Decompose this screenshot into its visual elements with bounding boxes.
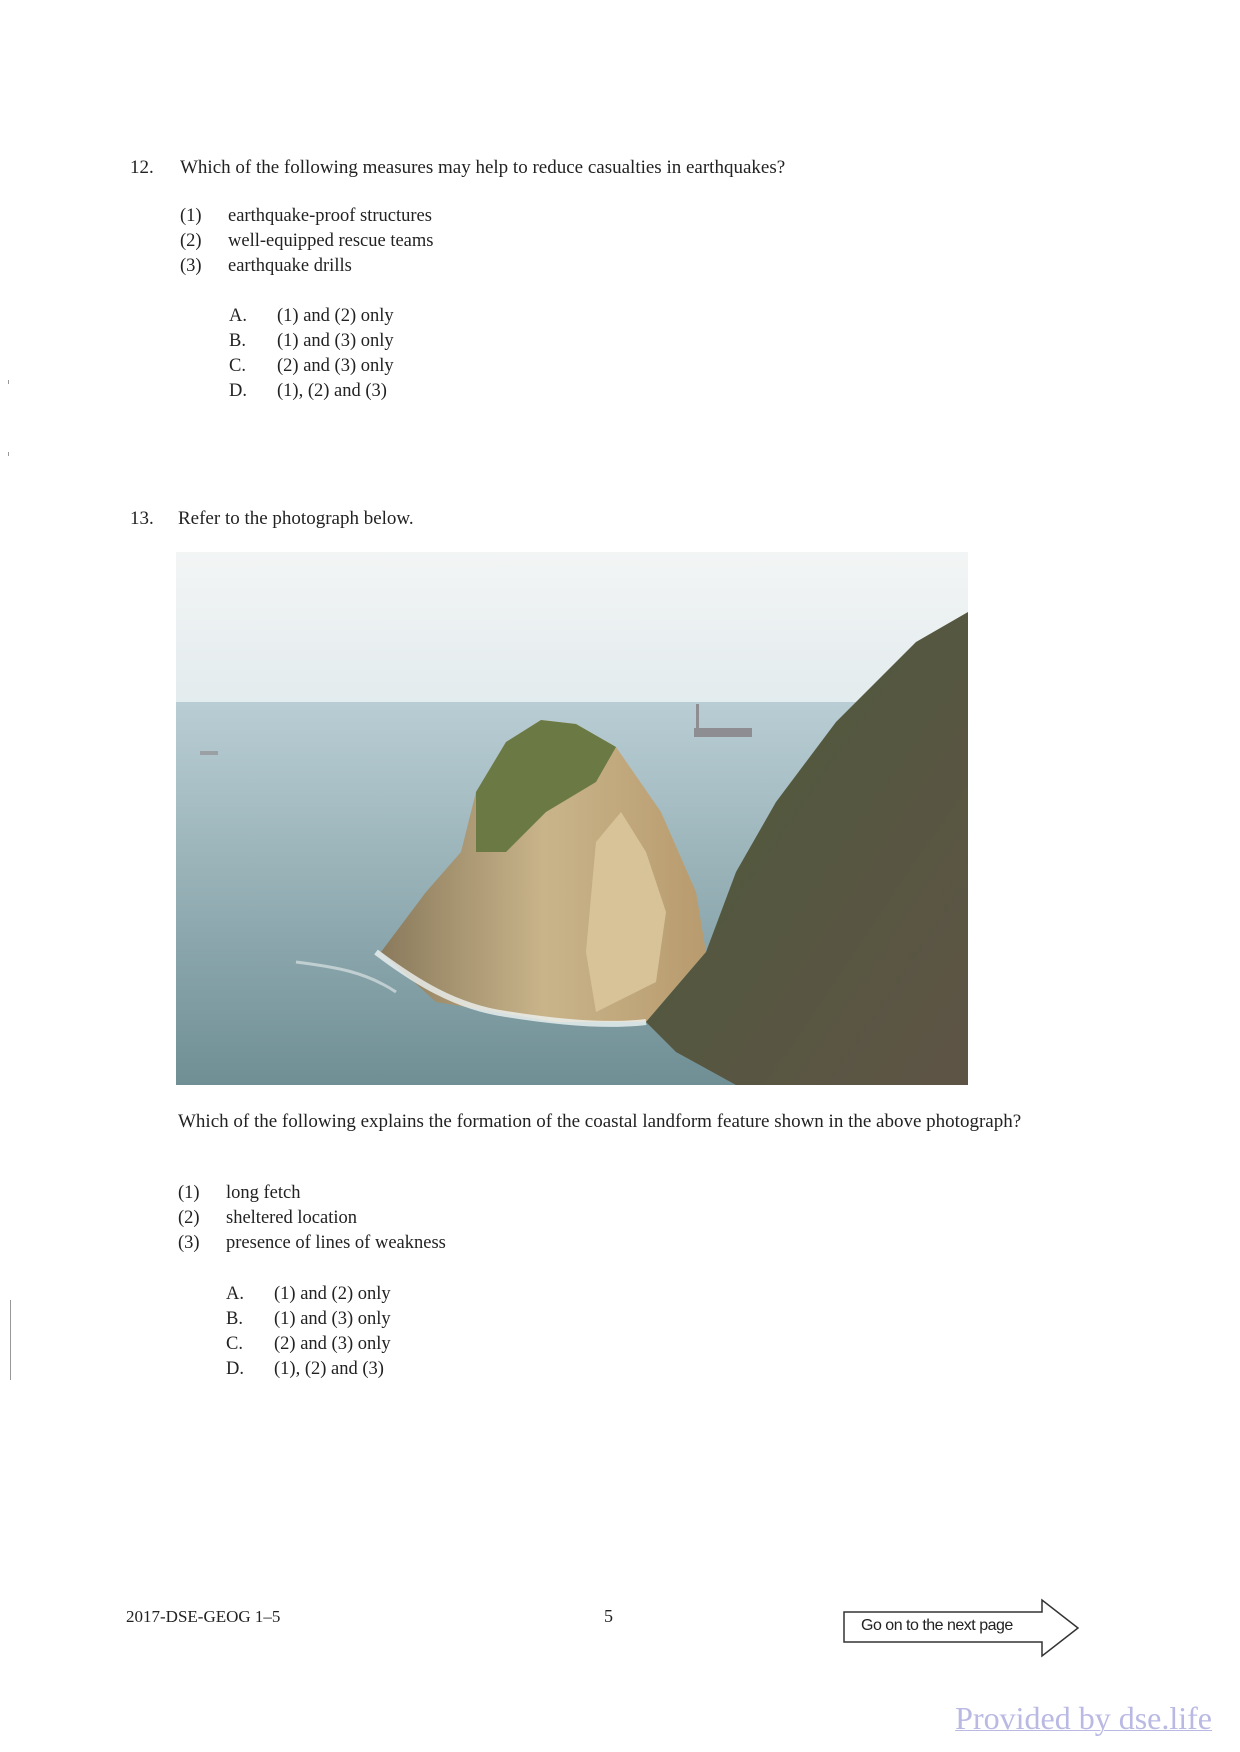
- answer-option[interactable]: [226, 1309, 391, 1330]
- option-letter: B.: [229, 331, 246, 351]
- paper-code: 2017-DSE-GEOG 1–5: [126, 1607, 281, 1626]
- list-item: [178, 1208, 357, 1229]
- item-text: earthquake drills: [228, 256, 352, 276]
- option-letter: D.: [226, 1359, 244, 1379]
- item-text: earthquake-proof structures: [228, 206, 432, 226]
- option-text: (2) and (3) only: [277, 356, 394, 376]
- question-number: 12.: [130, 157, 154, 178]
- next-page-arrow: [843, 1598, 1080, 1658]
- answer-option[interactable]: [226, 1284, 391, 1305]
- watermark: Provided by dse.life: [955, 1700, 1212, 1736]
- list-item: [180, 231, 433, 252]
- margin-mark: [8, 380, 9, 384]
- answer-option[interactable]: [229, 381, 387, 402]
- option-text: (2) and (3) only: [274, 1334, 391, 1354]
- item-number: (3): [180, 256, 202, 276]
- item-number: (2): [180, 231, 202, 251]
- option-letter: A.: [226, 1284, 244, 1304]
- margin-mark: [10, 1300, 11, 1380]
- question-intro: Refer to the photograph below.: [178, 508, 414, 529]
- list-item: [178, 1183, 301, 1204]
- question-number: 13.: [130, 508, 154, 529]
- coastal-photograph: [176, 552, 968, 1085]
- item-text: presence of lines of weakness: [226, 1233, 446, 1253]
- answer-option[interactable]: [226, 1359, 384, 1380]
- list-item: [180, 256, 352, 277]
- item-number: (2): [178, 1208, 200, 1228]
- next-page-label: Go on to the next page: [861, 1617, 1013, 1634]
- margin-mark: [8, 452, 9, 456]
- answer-option[interactable]: [226, 1334, 391, 1355]
- list-item: [180, 206, 432, 227]
- option-text: (1) and (3) only: [277, 331, 394, 351]
- option-text: (1) and (2) only: [274, 1284, 391, 1304]
- page-number: 5: [604, 1606, 613, 1626]
- item-number: (1): [180, 206, 202, 226]
- item-text: long fetch: [226, 1183, 301, 1203]
- option-text: (1), (2) and (3): [277, 381, 387, 401]
- option-letter: B.: [226, 1309, 243, 1329]
- answer-option[interactable]: [229, 331, 394, 352]
- option-letter: C.: [226, 1334, 243, 1354]
- item-text: sheltered location: [226, 1208, 357, 1228]
- option-letter: A.: [229, 306, 247, 326]
- option-letter: C.: [229, 356, 246, 376]
- option-letter: D.: [229, 381, 247, 401]
- question-text: Which of the following explains the formation of the coastal landform feature shown in the above photograph?: [178, 1111, 1022, 1132]
- question-text: Which of the following measures may help to reduce casualties in earthquakes?: [180, 157, 786, 178]
- item-text: well-equipped rescue teams: [228, 231, 434, 251]
- answer-option[interactable]: [229, 356, 394, 377]
- option-text: (1), (2) and (3): [274, 1359, 384, 1379]
- item-number: (1): [178, 1183, 200, 1203]
- option-text: (1) and (3) only: [274, 1309, 391, 1329]
- answer-option[interactable]: [229, 306, 394, 327]
- item-number: (3): [178, 1233, 200, 1253]
- option-text: (1) and (2) only: [277, 306, 394, 326]
- list-item: [178, 1233, 446, 1254]
